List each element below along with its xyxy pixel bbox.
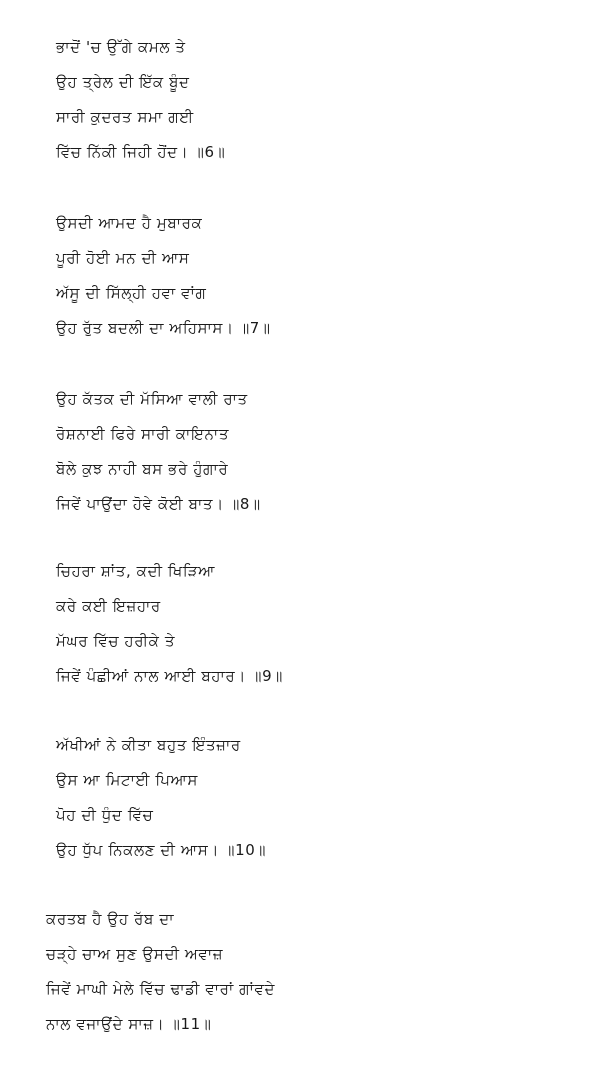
poem-line: ਉਸ ਆ ਮਿਟਾਈ ਪਿਆਸ (56, 771, 198, 789)
stanza-7 (56, 206, 576, 346)
poem-line: ਉਹ ਤ੍ਰੇਲ ਦੀ ਇੱਕ ਬੂੰਦ (56, 73, 190, 91)
stanza-6 (56, 30, 576, 170)
poem-line: ਕਰਤਬ ਹੈ ਉਹ ਰੱਬ ਦਾ (46, 910, 175, 928)
poem-line: ਸਾਰੀ ਕੁਦਰਤ ਸਮਾ ਗਈ (56, 108, 194, 126)
poem-line: ਕਰੇ ਕਈ ਇਜ਼ਹਾਰ (56, 597, 161, 615)
poem-line: ਪੂਰੀ ਹੋਈ ਮਨ ਦੀ ਆਸ (56, 249, 190, 267)
poem-line: ਉਸਦੀ ਆਮਦ ਹੈ ਮੁਬਾਰਕ (56, 214, 203, 232)
poem-line: ਨਾਲ ਵਜਾਉਂਦੇ ਸਾਜ਼। ॥11॥ (46, 1015, 212, 1033)
poem-line: ਚਿਹਰਾ ਸ਼ਾਂਤ, ਕਦੀ ਖਿੜਿਆ (56, 562, 216, 580)
stanza-8 (56, 382, 576, 522)
poem-line: ਉਹ ਰੁੱਤ ਬਦਲੀ ਦਾ ਅਹਿਸਾਸ। ॥7॥ (56, 319, 271, 337)
stanza-11 (46, 902, 566, 1042)
poem-line: ਪੋਹ ਦੀ ਧੁੰਦ ਵਿੱਚ (56, 806, 154, 824)
poem-line: ਰੋਸ਼ਨਾਈ ਫਿਰੇ ਸਾਰੀ ਕਾਇਨਾਤ (56, 425, 230, 443)
stanza-10 (56, 728, 576, 868)
poem-line: ਜਿਵੇਂ ਪੰਛੀਆਂ ਨਾਲ ਆਈ ਬਹਾਰ। ॥9॥ (56, 667, 283, 685)
poem-line: ਵਿੱਚ ਨਿੱਕੀ ਜਿਹੀ ਹੋਂਦ। ॥6॥ (56, 143, 226, 161)
stanza-9 (56, 554, 576, 694)
poem-line: ਜਿਵੇਂ ਪਾਉਂਦਾ ਹੋਵੇ ਕੋਈ ਬਾਤ। ॥8॥ (56, 495, 261, 513)
poem-line: ਬੋਲੇ ਕੁਝ ਨਾਹੀ ਬਸ ਭਰੇ ਹੁੰਗਾਰੇ (56, 460, 229, 478)
poem-line: ਮੱਘਰ ਵਿੱਚ ਹਰੀਕੇ ਤੇ (56, 632, 176, 650)
poem-line: ਉਹ ਧੁੱਪ ਨਿਕਲਣ ਦੀ ਆਸ। ॥10॥ (56, 841, 267, 859)
poem-line: ਜਿਵੇਂ ਮਾਘੀ ਮੇਲੇ ਵਿੱਚ ਢਾਡੀ ਵਾਰਾਂ ਗਾਂਵਦੇ (46, 980, 275, 998)
poem-line: ਚੜ੍ਹੇ ਚਾਅ ਸੁਣ ਉਸਦੀ ਅਵਾਜ਼ (46, 945, 224, 963)
poem-line: ਅੱਸੂ ਦੀ ਸਿੱਲ੍ਹੀ ਹਵਾ ਵਾਂਗ (56, 284, 207, 302)
poem-line: ਉਹ ਕੱਤਕ ਦੀ ਮੱਸਿਆ ਵਾਲੀ ਰਾਤ (56, 390, 248, 408)
poem-line: ਅੱਖੀਆਂ ਨੇ ਕੀਤਾ ਬਹੁਤ ਇੰਤਜ਼ਾਰ (56, 736, 241, 754)
poem-line: ਭਾਦੋਂ 'ਚ ਉੱਗੇ ਕਮਲ ਤੇ (56, 38, 186, 56)
